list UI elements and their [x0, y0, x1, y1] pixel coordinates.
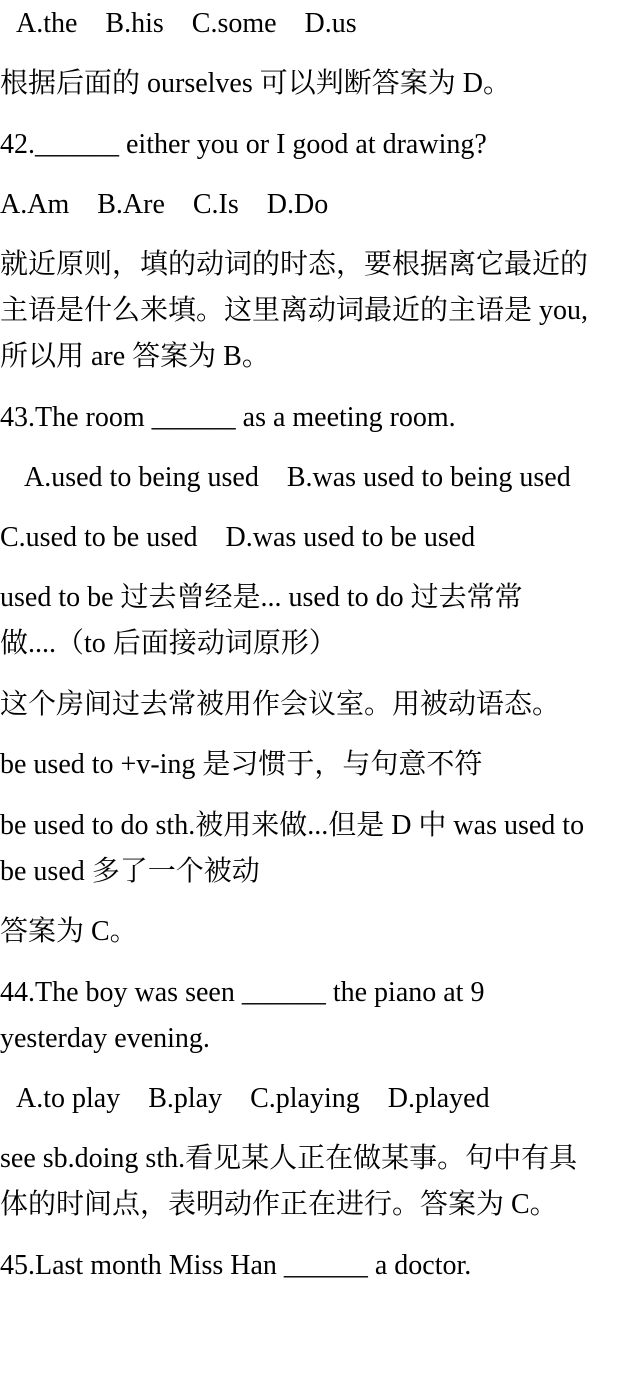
q41-explanation: 根据后面的 ourselves 可以判断答案为 D。: [0, 68, 511, 99]
q44-options: A.to play B.play C.playing D.played: [16, 1083, 490, 1114]
q42-explanation-line1: 就近原则，填的动词的时态，要根据离它最近的: [0, 249, 589, 280]
q44-question-line2: yesterday evening.: [0, 1023, 210, 1054]
q44-explanation-line2: 体的时间点，表明动作正在进行。答案为 C。: [0, 1189, 558, 1220]
q42-explanation-line3: 所以用 are 答案为 B。: [0, 341, 270, 372]
q45-question: 45.Last month Miss Han ______ a doctor.: [0, 1250, 472, 1281]
q41-options: A.the B.his C.some D.us: [16, 8, 357, 39]
q43-explanation-line5: be used to do sth.被用来做...但是 D 中 was used to: [0, 810, 585, 841]
q43-options-line1: A.used to being used B.was used to being used: [24, 462, 571, 493]
q43-explanation-line1: used to be 过去曾经是... used to do 过去常常: [0, 582, 523, 613]
q43-explanation-line2: 做....（to 后面接动词原形）: [0, 628, 337, 659]
q43-explanation-line3: 这个房间过去常被用作会议室。用被动语态。: [0, 689, 561, 720]
q42-question: 42.______ either you or I good at drawing?: [0, 129, 487, 160]
q43-question: 43.The room ______ as a meeting room.: [0, 402, 456, 433]
q42-options: A.Am B.Are C.Is D.Do: [0, 189, 329, 220]
q43-explanation-line4: be used to +v-ing 是习惯于，与句意不符: [0, 749, 483, 780]
q43-options-line2: C.used to be used D.was used to be used: [0, 522, 476, 553]
q42-explanation-line2: 主语是什么来填。这里离动词最近的主语是 you,: [0, 295, 589, 326]
q43-explanation-line6: be used 多了一个被动: [0, 856, 260, 887]
q44-explanation-line1: see sb.doing sth.看见某人正在做某事。句中有具: [0, 1143, 578, 1174]
q43-answer: 答案为 C。: [0, 916, 138, 947]
q44-question-line1: 44.The boy was seen ______ the piano at 9: [0, 977, 485, 1008]
